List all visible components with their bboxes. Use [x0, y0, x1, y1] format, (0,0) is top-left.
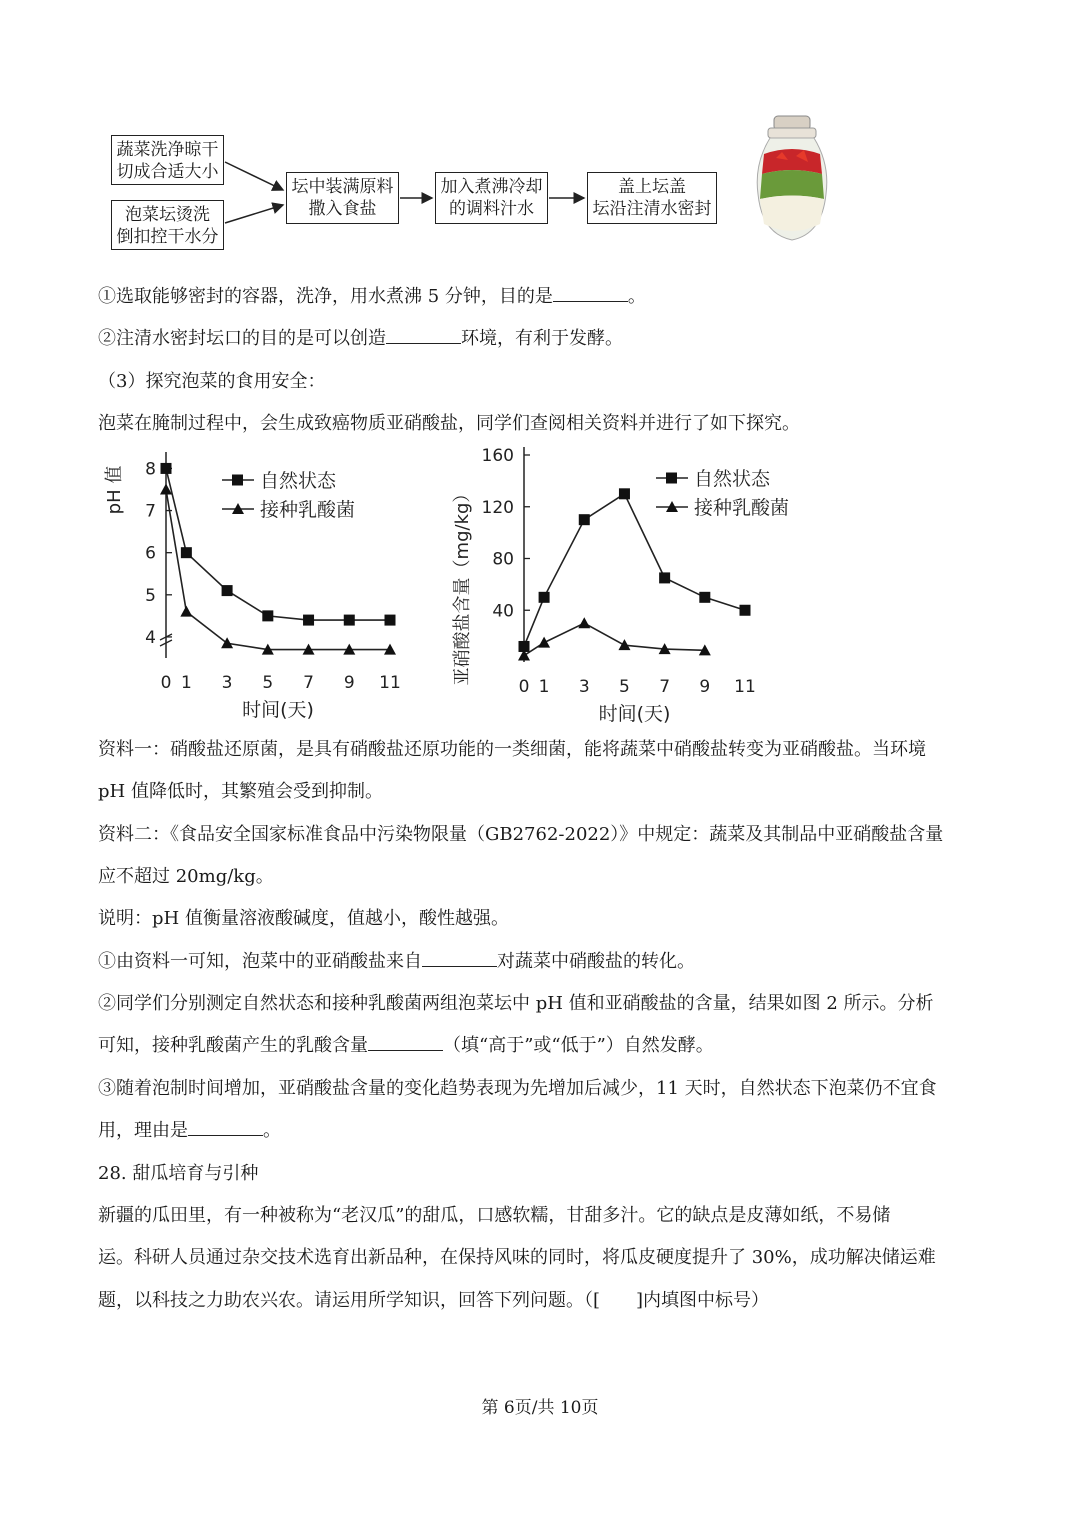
- y-tick-label: 6: [145, 543, 156, 564]
- data-point-square: [181, 547, 192, 558]
- data-point-square: [659, 572, 670, 583]
- x-tick-label: 3: [578, 677, 590, 697]
- x-tick-label: 11: [379, 673, 401, 693]
- sub-question-1: ①由资料一可知，泡菜中的亚硝酸盐来自 对蔬菜中硝酸盐的转化。: [98, 947, 695, 973]
- x-tick-label: 9: [699, 677, 711, 697]
- resource-2-line-2: 应不超过 20mg/kg。: [98, 866, 274, 887]
- question-28-title: 28. 甜瓜培育与引种: [98, 1163, 259, 1184]
- flow-step-add-brine: 加入煮沸冷却 的调料汁水: [435, 172, 548, 224]
- flow-arrows: [0, 0, 1080, 260]
- sub-question-3-line-2: 用，理由是 。: [98, 1116, 281, 1142]
- y-tick-label: 120: [481, 497, 514, 518]
- data-point-square: [161, 463, 172, 474]
- y-tick-label: 80: [492, 549, 514, 570]
- question-28-para-2: 运。科研人员通过杂交技术选育出新品种，在保持风味的同时，将瓜皮硬度提升了 30%，成功解决储运难: [98, 1247, 936, 1268]
- data-point-square: [740, 605, 751, 616]
- data-point-square: [579, 514, 590, 525]
- data-point-triangle: [180, 606, 192, 617]
- x-tick-label: 9: [343, 673, 355, 693]
- flow-step-seal-jar: 盖上坛盖 坛沿注清水密封: [587, 172, 717, 224]
- question-28-para-1: 新疆的瓜田里，有一种被称为“老汉瓜”的甜瓜，口感软糯，甘甜多汁。它的缺点是皮薄如纸，不易储: [98, 1205, 891, 1226]
- data-point-triangle: [538, 637, 550, 648]
- data-point-square: [619, 488, 630, 499]
- sub-question-3-line-1: ③随着泡制时间增加，亚硝酸盐含量的变化趋势表现为先增加后减少，11 天时，自然状态下泡菜仍不宜食: [98, 1078, 937, 1099]
- sub-question-2-line-1: ②同学们分别测定自然状态和接种乳酸菌两组泡菜坛中 pH 值和亚硝酸盐的含量，结果如图 2 所示。分析: [98, 993, 934, 1014]
- legend-label: 接种乳酸菌: [694, 497, 790, 519]
- y-tick-label: 160: [481, 446, 514, 466]
- data-point-triangle: [221, 637, 233, 648]
- x-tick-label: 7: [303, 673, 314, 693]
- x-tick-label: 1: [538, 677, 550, 697]
- answer-blank: [386, 325, 461, 344]
- data-point-triangle: [578, 617, 590, 628]
- data-point-square: [344, 615, 355, 626]
- x-axis-title: 时间(天): [598, 703, 671, 725]
- flow-step-fill-jar: 坛中装满原料 撒入食盐: [286, 172, 399, 224]
- x-tick-label: 7: [659, 677, 671, 697]
- resource-2-line-1: 资料二：《食品安全国家标准食品中污染物限量（GB2762-2022）》中规定：蔬菜及其制品中亚硝酸盐含量: [98, 824, 944, 845]
- data-point-triangle: [618, 639, 630, 650]
- question-28-para-3: 题，以科技之力助农兴农。请运用所学知识，回答下列问题。（[ ]内填图中标号）: [98, 1290, 770, 1311]
- legend-marker-square: [232, 475, 243, 486]
- x-tick-label: 3: [221, 673, 233, 693]
- flow-arrow-2: [225, 205, 283, 223]
- x-tick-label: 0: [160, 673, 172, 693]
- sub-question-2-line-2: 可知，接种乳酸菌产生的乳酸含量 （填“高于”或“低于”）自然发酵。: [98, 1031, 714, 1057]
- flow-step-wash-vegetables: 蔬菜洗净晾干 切成合适大小: [111, 135, 224, 185]
- data-point-square: [303, 615, 314, 626]
- series-line-lactic: [524, 623, 705, 655]
- resource-1-line-1: 资料一：硝酸盐还原菌，是具有硝酸盐还原功能的一类细菌，能将蔬菜中硝酸盐转变为亚硝酸盐。当环境: [98, 739, 926, 760]
- y-tick-label: 7: [145, 501, 156, 522]
- answer-blank: [553, 283, 628, 302]
- x-axis-title: 时间(天): [242, 699, 314, 721]
- data-point-square: [539, 592, 550, 603]
- intro-text: 泡菜在腌制过程中，会生成致癌物质亚硝酸盐，同学们查阅相关资料并进行了如下探究。: [98, 413, 800, 434]
- x-tick-label: 0: [518, 677, 530, 697]
- pickle-jar-image: [752, 114, 832, 244]
- data-point-square: [699, 592, 710, 603]
- answer-blank: [368, 1032, 443, 1051]
- data-point-square: [222, 585, 233, 596]
- note-text: 说明：pH 值衡量溶液酸碱度，值越小，酸性越强。: [98, 908, 509, 929]
- answer-blank: [422, 948, 497, 967]
- y-axis-title: 亚硝酸盐含量（mg/kg）: [452, 484, 473, 686]
- y-tick-label: 8: [145, 459, 156, 480]
- legend-label: 接种乳酸菌: [260, 499, 356, 521]
- y-axis-title: pH 值: [104, 465, 125, 515]
- y-tick-label: 5: [145, 585, 156, 606]
- answer-blank: [188, 1117, 263, 1136]
- legend-label: 自然状态: [260, 470, 337, 492]
- x-tick-label: 5: [262, 673, 274, 693]
- resource-1-line-2: pH 值降低时，其繁殖会受到抑制。: [98, 781, 383, 802]
- y-tick-label: 4: [145, 627, 156, 648]
- data-point-square: [262, 610, 273, 621]
- question-2: ②注清水密封坛口的目的是可以创造 环境，有利于发酵。: [98, 324, 623, 350]
- page-footer: 第 6页/共 10页: [481, 1398, 599, 1418]
- question-1: ①选取能够密封的容器，洗净，用水煮沸 5 分钟，目的是 。: [98, 282, 646, 308]
- data-point-square: [385, 615, 396, 626]
- legend-marker-square: [666, 473, 677, 484]
- x-tick-label: 5: [619, 677, 630, 697]
- x-tick-label: 11: [734, 677, 756, 697]
- y-tick-label: 40: [492, 601, 514, 622]
- flow-step-scald-jar: 泡菜坛烫洗 倒扣控干水分: [111, 200, 224, 250]
- x-tick-label: 1: [180, 673, 192, 693]
- section-3-heading: （3）探究泡菜的食用安全：: [98, 371, 326, 392]
- figure-2-charts: [100, 440, 900, 725]
- flow-arrow-1: [225, 162, 283, 190]
- legend-label: 自然状态: [694, 468, 771, 490]
